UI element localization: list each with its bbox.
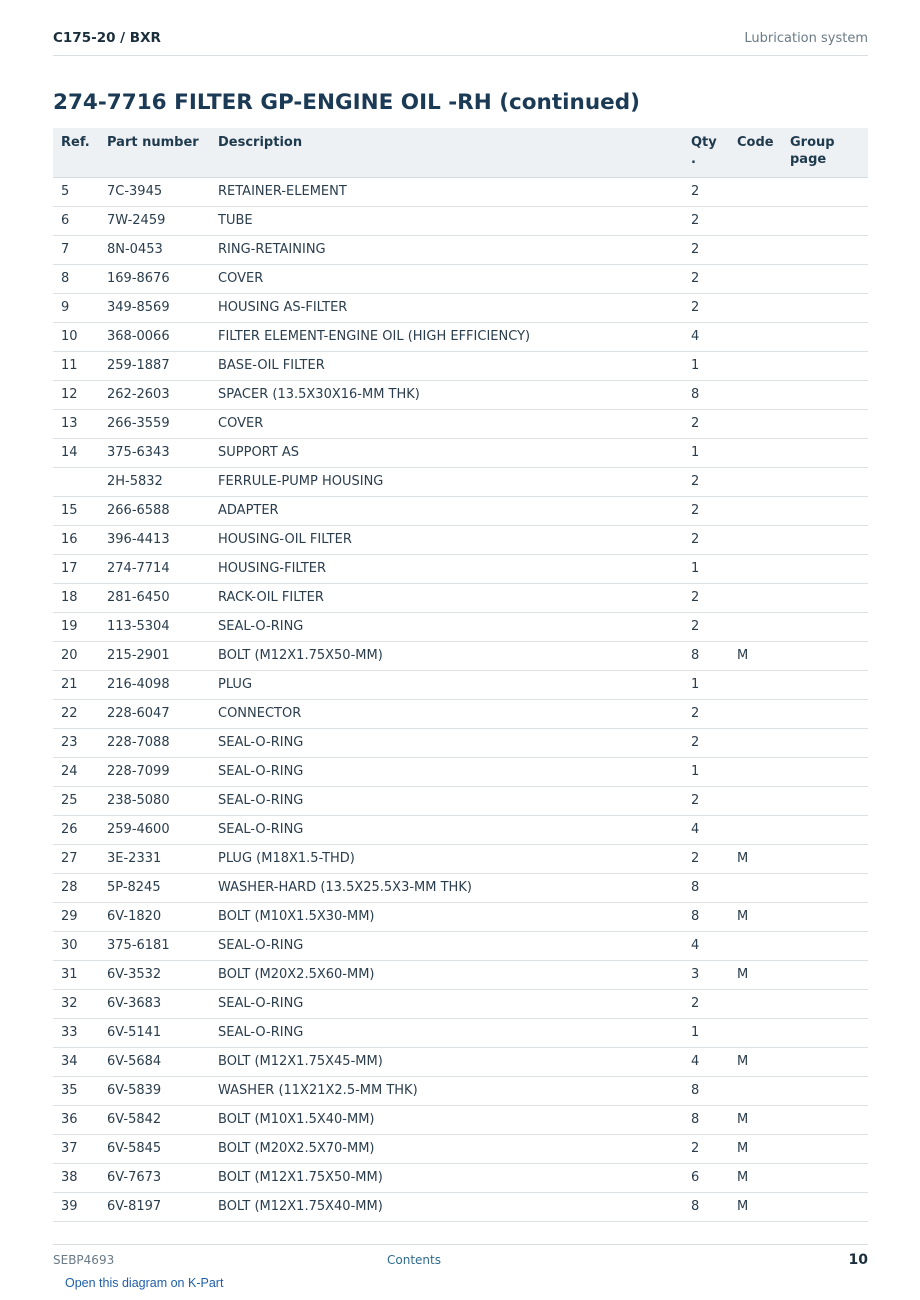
cell-qty: 2 [683, 235, 729, 264]
cell-ref: 31 [53, 960, 99, 989]
cell-ref: 36 [53, 1105, 99, 1134]
page-number: 10 [848, 1252, 868, 1268]
cell-group-page [782, 1105, 868, 1134]
cell-ref: 26 [53, 815, 99, 844]
cell-group-page [782, 1076, 868, 1105]
cell-qty: 8 [683, 380, 729, 409]
cell-ref: 28 [53, 873, 99, 902]
cell-code [729, 525, 782, 554]
cell-group-page [782, 873, 868, 902]
cell-group-page [782, 1047, 868, 1076]
cell-description: HOUSING AS-FILTER [210, 293, 683, 322]
cell-qty: 2 [683, 583, 729, 612]
cell-ref: 16 [53, 525, 99, 554]
cell-part-number: 6V-3683 [99, 989, 210, 1018]
table-row [53, 960, 868, 989]
cell-description: BOLT (M12X1.75X50-MM) [210, 1163, 683, 1192]
cell-ref: 37 [53, 1134, 99, 1163]
cell-group-page [782, 264, 868, 293]
cell-description: FERRULE-PUMP HOUSING [210, 467, 683, 496]
cell-description: HOUSING-FILTER [210, 554, 683, 583]
cell-code [729, 786, 782, 815]
cell-group-page [782, 554, 868, 583]
cell-ref: 34 [53, 1047, 99, 1076]
cell-qty: 2 [683, 786, 729, 815]
cell-ref: 8 [53, 264, 99, 293]
cell-description: SEAL-O-RING [210, 1018, 683, 1047]
cell-part-number: 396-4413 [99, 525, 210, 554]
cell-group-page [782, 989, 868, 1018]
cell-code [729, 554, 782, 583]
header-group-line2: page [790, 152, 827, 167]
cell-group-page [782, 1018, 868, 1047]
cell-ref: 20 [53, 641, 99, 670]
footer-divider [53, 1244, 868, 1245]
cell-qty: 2 [683, 728, 729, 757]
cell-code [729, 757, 782, 786]
cell-ref: 22 [53, 699, 99, 728]
header-qty-line1: Qty [691, 135, 717, 150]
section-title: Lubrication system [744, 31, 868, 46]
cell-group-page [782, 351, 868, 380]
header-group-page [782, 128, 868, 177]
cell-part-number: 6V-8197 [99, 1192, 210, 1221]
header-qty-line2: . [691, 152, 696, 167]
table-row [53, 380, 868, 409]
cell-code: M [729, 1105, 782, 1134]
cell-description: TUBE [210, 206, 683, 235]
cell-description: FILTER ELEMENT-ENGINE OIL (HIGH EFFICIENCY) [210, 322, 683, 351]
cell-code [729, 293, 782, 322]
cell-code [729, 728, 782, 757]
cell-ref: 18 [53, 583, 99, 612]
table-header-row [53, 128, 868, 177]
cell-description: SUPPORT AS [210, 438, 683, 467]
table-row [53, 902, 868, 931]
cell-qty: 2 [683, 264, 729, 293]
cell-description: SPACER (13.5X30X16-MM THK) [210, 380, 683, 409]
cell-description: CONNECTOR [210, 699, 683, 728]
cell-description: BOLT (M12X1.75X40-MM) [210, 1192, 683, 1221]
cell-description: BOLT (M20X2.5X60-MM) [210, 960, 683, 989]
cell-code: M [729, 1192, 782, 1221]
cell-qty: 2 [683, 206, 729, 235]
cell-group-page [782, 496, 868, 525]
cell-code [729, 670, 782, 699]
cell-part-number: 7C-3945 [99, 177, 210, 206]
cell-description: SEAL-O-RING [210, 931, 683, 960]
cell-qty: 2 [683, 177, 729, 206]
cell-part-number: 228-7088 [99, 728, 210, 757]
cell-qty: 2 [683, 989, 729, 1018]
cell-ref: 35 [53, 1076, 99, 1105]
cell-code: M [729, 960, 782, 989]
page-title-main: 274-7716 FILTER GP-ENGINE OIL -RH [53, 90, 492, 115]
cell-qty: 8 [683, 641, 729, 670]
cell-description: PLUG [210, 670, 683, 699]
cell-description: WASHER-HARD (13.5X25.5X3-MM THK) [210, 873, 683, 902]
cell-description: HOUSING-OIL FILTER [210, 525, 683, 554]
cell-qty: 8 [683, 1192, 729, 1221]
cell-group-page [782, 177, 868, 206]
cell-ref: 14 [53, 438, 99, 467]
cell-description: RACK-OIL FILTER [210, 583, 683, 612]
cell-description: RETAINER-ELEMENT [210, 177, 683, 206]
table-row [53, 844, 868, 873]
cell-part-number: 238-5080 [99, 786, 210, 815]
document-code: C175-20 / BXR [53, 30, 161, 46]
cell-qty: 1 [683, 757, 729, 786]
cell-group-page [782, 525, 868, 554]
cell-code [729, 235, 782, 264]
cell-group-page [782, 757, 868, 786]
header-ref: Ref. [53, 128, 99, 177]
cell-part-number: 2H-5832 [99, 467, 210, 496]
table-row [53, 554, 868, 583]
cell-ref: 17 [53, 554, 99, 583]
cell-ref: 11 [53, 351, 99, 380]
cell-description: BOLT (M10X1.5X40-MM) [210, 1105, 683, 1134]
header-code: Code [729, 128, 782, 177]
cell-code [729, 438, 782, 467]
cell-part-number: 375-6343 [99, 438, 210, 467]
cell-description: SEAL-O-RING [210, 815, 683, 844]
table-row [53, 1134, 868, 1163]
cell-group-page [782, 931, 868, 960]
table-row [53, 322, 868, 351]
cell-group-page [782, 844, 868, 873]
cell-qty: 8 [683, 873, 729, 902]
table-row [53, 525, 868, 554]
cell-description: WASHER (11X21X2.5-MM THK) [210, 1076, 683, 1105]
cell-qty: 4 [683, 931, 729, 960]
cell-ref: 23 [53, 728, 99, 757]
table-row [53, 989, 868, 1018]
cell-qty: 8 [683, 1105, 729, 1134]
cell-qty: 4 [683, 322, 729, 351]
cell-group-page [782, 409, 868, 438]
cell-description: SEAL-O-RING [210, 757, 683, 786]
cell-part-number: 368-0066 [99, 322, 210, 351]
cell-part-number: 6V-5842 [99, 1105, 210, 1134]
cell-qty: 8 [683, 1076, 729, 1105]
page-title-suffix: (continued) [491, 90, 640, 115]
cell-group-page [782, 322, 868, 351]
cell-description: COVER [210, 264, 683, 293]
cell-group-page [782, 1192, 868, 1221]
cell-part-number: 169-8676 [99, 264, 210, 293]
cell-ref: 39 [53, 1192, 99, 1221]
cell-part-number: 266-6588 [99, 496, 210, 525]
table-row [53, 293, 868, 322]
cell-group-page [782, 380, 868, 409]
cell-part-number: 259-4600 [99, 815, 210, 844]
table-row [53, 409, 868, 438]
cell-code: M [729, 844, 782, 873]
cell-code: M [729, 641, 782, 670]
cell-ref: 15 [53, 496, 99, 525]
table-row [53, 1163, 868, 1192]
cell-description: BOLT (M12X1.75X50-MM) [210, 641, 683, 670]
cell-code [729, 989, 782, 1018]
table-row [53, 670, 868, 699]
cell-group-page [782, 902, 868, 931]
cell-part-number: 6V-7673 [99, 1163, 210, 1192]
cell-part-number: 6V-1820 [99, 902, 210, 931]
cell-ref: 25 [53, 786, 99, 815]
table-row [53, 757, 868, 786]
cell-group-page [782, 728, 868, 757]
table-row [53, 264, 868, 293]
table-row [53, 351, 868, 380]
cell-ref: 32 [53, 989, 99, 1018]
table-row [53, 641, 868, 670]
header-description: Description [210, 128, 683, 177]
cell-qty: 2 [683, 699, 729, 728]
cell-code [729, 1018, 782, 1047]
cell-description: BOLT (M20X2.5X70-MM) [210, 1134, 683, 1163]
cell-ref: 9 [53, 293, 99, 322]
cell-code [729, 496, 782, 525]
cell-group-page [782, 815, 868, 844]
cell-code [729, 873, 782, 902]
cell-ref: 7 [53, 235, 99, 264]
cell-ref: 19 [53, 612, 99, 641]
cell-ref: 12 [53, 380, 99, 409]
table-row [53, 235, 868, 264]
cell-qty: 1 [683, 670, 729, 699]
table-row [53, 438, 868, 467]
cell-qty: 1 [683, 438, 729, 467]
cell-group-page [782, 467, 868, 496]
cell-description: SEAL-O-RING [210, 989, 683, 1018]
cell-group-page [782, 960, 868, 989]
table-row [53, 496, 868, 525]
cell-part-number: 228-6047 [99, 699, 210, 728]
header-group-line1: Group [790, 135, 835, 150]
table-row [53, 467, 868, 496]
cell-qty: 2 [683, 496, 729, 525]
cell-ref: 5 [53, 177, 99, 206]
cell-part-number: 5P-8245 [99, 873, 210, 902]
cell-group-page [782, 641, 868, 670]
cell-qty: 2 [683, 844, 729, 873]
table-row [53, 612, 868, 641]
open-diagram-link[interactable]: Open this diagram on K-Part [65, 1276, 224, 1290]
table-row [53, 206, 868, 235]
cell-code [729, 322, 782, 351]
cell-part-number: 3E-2331 [99, 844, 210, 873]
table-row [53, 1192, 868, 1221]
cell-code [729, 1076, 782, 1105]
cell-qty: 1 [683, 1018, 729, 1047]
cell-code: M [729, 1163, 782, 1192]
contents-link[interactable]: Contents [387, 1253, 441, 1267]
cell-part-number: 6V-5141 [99, 1018, 210, 1047]
cell-code: M [729, 1047, 782, 1076]
cell-code [729, 612, 782, 641]
cell-ref: 30 [53, 931, 99, 960]
cell-part-number: 6V-3532 [99, 960, 210, 989]
cell-part-number: 6V-5684 [99, 1047, 210, 1076]
cell-qty: 1 [683, 554, 729, 583]
table-row [53, 786, 868, 815]
cell-qty: 8 [683, 902, 729, 931]
cell-group-page [782, 612, 868, 641]
table-row [53, 728, 868, 757]
cell-ref: 24 [53, 757, 99, 786]
cell-group-page [782, 293, 868, 322]
table-row [53, 1076, 868, 1105]
cell-group-page [782, 235, 868, 264]
table-row [53, 1047, 868, 1076]
cell-part-number: 7W-2459 [99, 206, 210, 235]
page-title [53, 90, 640, 115]
cell-part-number: 349-8569 [99, 293, 210, 322]
cell-description: SEAL-O-RING [210, 728, 683, 757]
cell-code [729, 699, 782, 728]
cell-group-page [782, 1134, 868, 1163]
cell-code [729, 467, 782, 496]
table-row [53, 931, 868, 960]
cell-part-number: 375-6181 [99, 931, 210, 960]
cell-qty: 6 [683, 1163, 729, 1192]
parts-table-body [53, 177, 868, 1221]
cell-code [729, 583, 782, 612]
cell-description: ADAPTER [210, 496, 683, 525]
cell-description: SEAL-O-RING [210, 612, 683, 641]
cell-part-number: 281-6450 [99, 583, 210, 612]
cell-group-page [782, 670, 868, 699]
header-qty [683, 128, 729, 177]
cell-ref: 33 [53, 1018, 99, 1047]
cell-description: PLUG (M18X1.5-THD) [210, 844, 683, 873]
table-row [53, 1018, 868, 1047]
page-header [53, 28, 868, 56]
cell-description: SEAL-O-RING [210, 786, 683, 815]
cell-part-number: 266-3559 [99, 409, 210, 438]
cell-part-number: 6V-5845 [99, 1134, 210, 1163]
cell-ref: 29 [53, 902, 99, 931]
header-part-number: Part number [99, 128, 210, 177]
cell-qty: 2 [683, 525, 729, 554]
cell-code [729, 380, 782, 409]
cell-qty: 2 [683, 293, 729, 322]
cell-code [729, 351, 782, 380]
cell-group-page [782, 438, 868, 467]
cell-description: BOLT (M12X1.75X45-MM) [210, 1047, 683, 1076]
cell-qty: 4 [683, 1047, 729, 1076]
cell-part-number: 6V-5839 [99, 1076, 210, 1105]
cell-part-number: 215-2901 [99, 641, 210, 670]
cell-group-page [782, 699, 868, 728]
cell-code [729, 206, 782, 235]
table-row [53, 699, 868, 728]
cell-code: M [729, 1134, 782, 1163]
cell-description: BOLT (M10X1.5X30-MM) [210, 902, 683, 931]
cell-code [729, 815, 782, 844]
cell-group-page [782, 206, 868, 235]
cell-part-number: 274-7714 [99, 554, 210, 583]
cell-part-number: 228-7099 [99, 757, 210, 786]
cell-ref: 10 [53, 322, 99, 351]
cell-description: COVER [210, 409, 683, 438]
table-row [53, 815, 868, 844]
cell-part-number: 8N-0453 [99, 235, 210, 264]
cell-code [729, 409, 782, 438]
cell-qty: 4 [683, 815, 729, 844]
cell-description: RING-RETAINING [210, 235, 683, 264]
cell-qty: 2 [683, 612, 729, 641]
cell-part-number: 113-5304 [99, 612, 210, 641]
cell-description: BASE-OIL FILTER [210, 351, 683, 380]
cell-code: M [729, 902, 782, 931]
table-row [53, 583, 868, 612]
cell-code [729, 177, 782, 206]
cell-code [729, 931, 782, 960]
parts-table [53, 128, 868, 1222]
cell-qty: 2 [683, 1134, 729, 1163]
cell-code [729, 264, 782, 293]
cell-qty: 2 [683, 409, 729, 438]
cell-qty: 1 [683, 351, 729, 380]
cell-ref: 21 [53, 670, 99, 699]
cell-qty: 2 [683, 467, 729, 496]
cell-part-number: 216-4098 [99, 670, 210, 699]
cell-ref: 38 [53, 1163, 99, 1192]
table-row [53, 177, 868, 206]
document-number: SEBP4693 [53, 1253, 115, 1267]
cell-part-number: 262-2603 [99, 380, 210, 409]
cell-ref [53, 467, 99, 496]
cell-ref: 13 [53, 409, 99, 438]
cell-group-page [782, 583, 868, 612]
cell-group-page [782, 786, 868, 815]
cell-qty: 3 [683, 960, 729, 989]
cell-group-page [782, 1163, 868, 1192]
table-row [53, 873, 868, 902]
table-row [53, 1105, 868, 1134]
cell-ref: 27 [53, 844, 99, 873]
cell-part-number: 259-1887 [99, 351, 210, 380]
cell-ref: 6 [53, 206, 99, 235]
